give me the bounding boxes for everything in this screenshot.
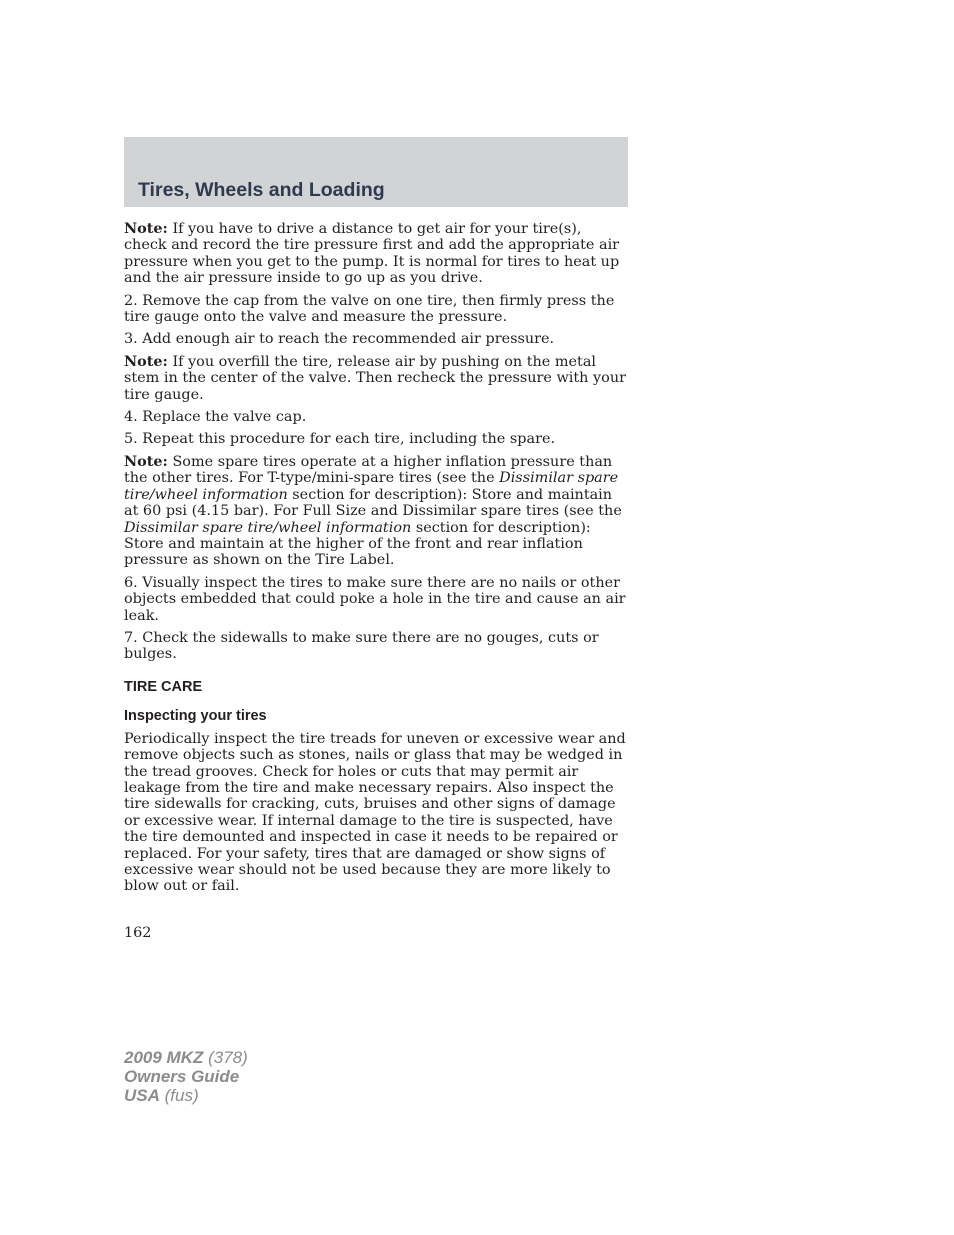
footer-line-guide: Owners Guide xyxy=(124,1067,240,1086)
note-paragraph-1 xyxy=(124,221,628,287)
tire-care-heading: TIRE CARE xyxy=(124,678,203,695)
note-text: If you have to drive a distance to get air for your tire(s), check and record the tire pressure first and add the appropriate air pressure when you get to the pump. It is normal for tires to heat up and the air pressure inside to go up as you drive. xyxy=(124,221,620,287)
note-text: section for description): Store and maintain at 60 psi (4.15 bar). For Full Size and Dissimilar spare tires (see the xyxy=(124,486,622,520)
document-footer xyxy=(124,1048,248,1105)
note-label: Note: xyxy=(124,452,168,470)
cross-reference: Dissimilar spare tire/wheel information xyxy=(124,519,412,536)
page-number: 162 xyxy=(124,925,152,941)
note-label: Note: xyxy=(124,220,168,237)
step-2: 2. Remove the cap from the valve on one tire, then firmly press the tire gauge onto the valve and measure the pressure. xyxy=(124,292,615,326)
step-4: 4. Replace the valve cap. xyxy=(124,409,307,426)
note-paragraph-3 xyxy=(124,454,628,569)
cross-reference: Dissimilar spare tire/wheel information xyxy=(124,470,619,503)
section-header-band xyxy=(124,137,628,207)
note-label: Note: xyxy=(124,352,168,370)
page-content xyxy=(124,221,628,901)
note-text: Some spare tires operate at a higher inflation pressure than the other tires. For T-type/mini-spare tires (see the xyxy=(124,453,613,487)
footer-line-market: USA (fus) xyxy=(124,1086,199,1105)
section-title: Tires, Wheels and Loading xyxy=(138,179,385,201)
step-5: 5. Repeat this procedure for each tire, including the spare. xyxy=(124,431,556,448)
step-7: 7. Check the sidewalls to make sure there are no gouges, cuts or bulges. xyxy=(124,629,599,663)
note-paragraph-2 xyxy=(124,354,628,403)
note-text: If you overfill the tire, release air by pushing on the metal stem in the center of the valve. Then recheck the pressure with your tire gauge. xyxy=(124,353,626,403)
inspecting-tires-heading: Inspecting your tires xyxy=(124,707,267,724)
step-3: 3. Add enough air to reach the recommended air pressure. xyxy=(124,331,555,348)
note-text: section for description): Store and maintain at the higher of the front and rear inflation pressure as shown on the Tire Label. xyxy=(124,519,591,569)
step-6: 6. Visually inspect the tires to make sure there are no nails or other objects embedded that could poke a hole in the tire and cause an air leak. xyxy=(124,574,626,624)
footer-line-model: 2009 MKZ (378) xyxy=(124,1048,248,1067)
inspect-paragraph: Periodically inspect the tire treads for uneven or excessive wear and remove objects such as stones, nails or glass that may be wedged in the tread grooves. Check for holes or cuts that may permit air leakage from the tire and make necessary repairs. Also inspect the tire sidewalls for cracking, cuts, bruises and other signs of damage or excessive wear. If internal damage to the tire is suspected, have the tire demounted and inspected in case it needs to be repaired or replaced. For your safety, tires that are damaged or show signs of excessive wear should not be used because they are more likely to blow out or fail. xyxy=(124,730,626,895)
